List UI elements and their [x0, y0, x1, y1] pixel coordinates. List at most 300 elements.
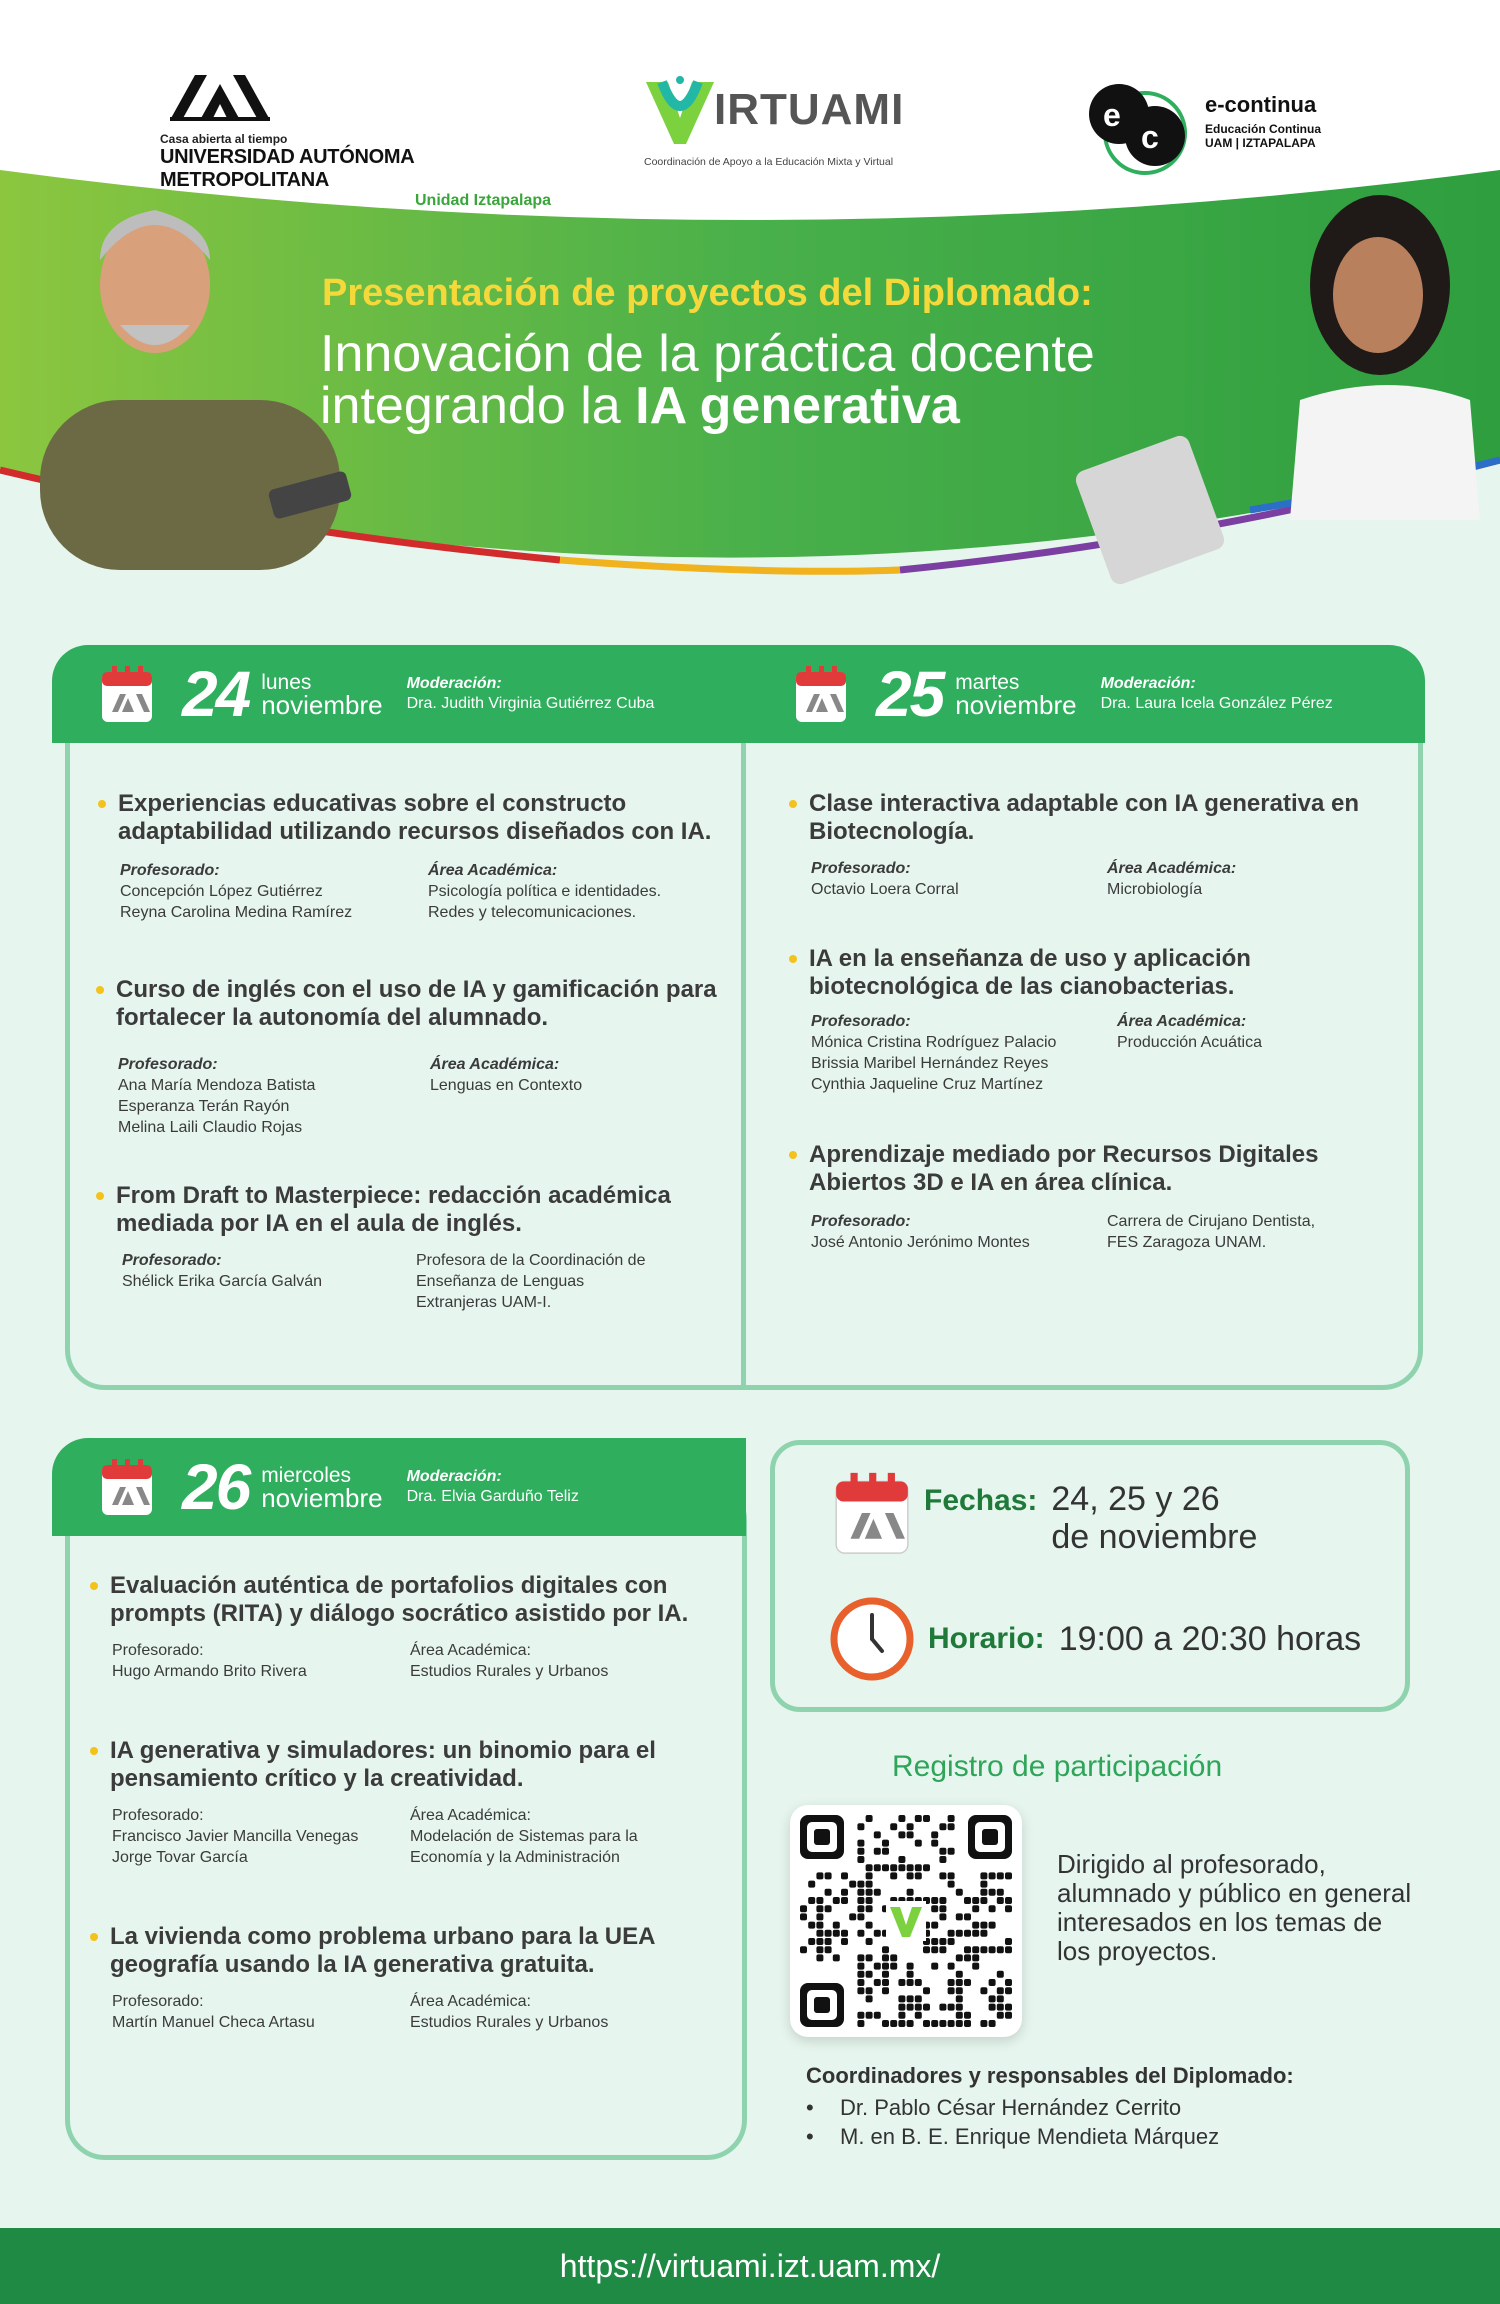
qr-module — [841, 1897, 848, 1904]
dates-row — [832, 1470, 1257, 1556]
faculty-label: Profesorado: — [112, 1993, 204, 2010]
footer-bar — [0, 2228, 1500, 2304]
area-label: Área Académica: — [1117, 1013, 1247, 1030]
qr-module — [989, 1922, 996, 1929]
qr-module — [997, 1995, 1004, 2002]
day-month: noviembre — [261, 690, 383, 720]
qr-module — [825, 1905, 832, 1912]
affiliation-line: Extranjeras UAM-I. — [416, 1294, 552, 1311]
qr-module — [882, 2020, 889, 2027]
qr-module — [816, 1938, 823, 1945]
qr-module — [857, 2020, 864, 2027]
qr-module — [808, 1922, 815, 1929]
qr-module — [857, 1889, 864, 1896]
registration-qr-code[interactable] — [790, 1805, 1022, 2037]
virtuami-v-icon — [640, 70, 720, 150]
day-header-24 — [52, 645, 742, 743]
faculty-label: Profesorado: — [112, 1807, 204, 1824]
qr-module — [857, 1930, 864, 1937]
qr-module — [964, 1979, 971, 1986]
qr-module — [816, 1954, 823, 1961]
qr-module — [882, 1954, 889, 1961]
faculty-name: Mónica Cristina Rodríguez Palacio — [811, 1034, 1057, 1051]
faculty-label: Profesorado: — [811, 1013, 911, 1030]
faculty-label: Profesorado: — [120, 862, 220, 879]
qr-module — [956, 1954, 963, 1961]
qr-module — [997, 1987, 1004, 1994]
qr-module — [841, 1938, 848, 1945]
day-number: 25 — [876, 658, 944, 730]
dates-value-line1: 24, 25 y 26 — [1051, 1480, 1220, 1518]
project-title: Clase interactiva adaptable con IA generativa en Biotecnología. — [789, 790, 1389, 846]
qr-module — [931, 1897, 938, 1904]
qr-module — [866, 1938, 873, 1945]
qr-module — [866, 1864, 873, 1871]
time-row — [830, 1597, 1361, 1681]
qr-module — [939, 1823, 946, 1830]
moderation-label: Moderación: — [406, 675, 502, 692]
qr-module — [964, 1913, 971, 1920]
qr-module — [907, 2004, 914, 2011]
qr-module — [816, 1897, 823, 1904]
qr-module — [980, 1930, 987, 1937]
qr-module — [980, 1922, 987, 1929]
faculty-name: Ana María Mendoza Batista — [118, 1077, 316, 1094]
calendar-icon — [100, 664, 154, 724]
qr-module — [964, 2012, 971, 2019]
qr-module — [972, 1897, 979, 1904]
qr-module — [882, 1840, 889, 1847]
qr-module — [972, 1946, 979, 1953]
faculty-label: Profesorado: — [122, 1252, 222, 1269]
qr-module — [939, 1897, 946, 1904]
qr-module — [890, 1823, 897, 1830]
qr-module — [956, 1979, 963, 1986]
affiliation-line: Enseñanza de Lenguas — [416, 1273, 585, 1290]
qr-module — [808, 1897, 815, 1904]
qr-module — [857, 1897, 864, 1904]
qr-module — [816, 1930, 823, 1937]
qr-module — [857, 1823, 864, 1830]
qr-module — [866, 1815, 873, 1822]
qr-module — [964, 1930, 971, 1937]
qr-module — [1005, 2004, 1012, 2011]
affiliation-line: Carrera de Cirujano Dentista, — [1107, 1213, 1316, 1230]
qr-module — [898, 1831, 905, 1838]
qr-module — [923, 1946, 930, 1953]
qr-module — [980, 1889, 987, 1896]
qr-module — [833, 1922, 840, 1929]
qr-module — [972, 1930, 979, 1937]
qr-module — [866, 2012, 873, 2019]
qr-module — [890, 1963, 897, 1970]
qr-module — [857, 1840, 864, 1847]
faculty-name: Cynthia Jaqueline Cruz Martínez — [811, 1076, 1044, 1093]
qr-module — [980, 1872, 987, 1879]
qr-module — [816, 1913, 823, 1920]
project-item — [96, 976, 726, 1138]
affiliation-line: FES Zaragoza UNAM. — [1107, 1234, 1267, 1251]
faculty-name: Martín Manuel Checa Artasu — [112, 2014, 315, 2031]
qr-module — [964, 1897, 971, 1904]
moderation-label: Moderación: — [1100, 675, 1196, 692]
calendar-icon — [100, 1457, 154, 1517]
qr-module — [816, 1905, 823, 1912]
qr-module — [907, 1995, 914, 2002]
qr-module — [866, 1881, 873, 1888]
qr-module — [948, 1987, 955, 1994]
qr-module — [997, 2004, 1004, 2011]
qr-module — [915, 1864, 922, 1871]
card-divider — [741, 740, 746, 1390]
qr-module — [1005, 1897, 1012, 1904]
time-value: 19:00 a 20:30 horas — [1058, 1620, 1362, 1658]
qr-module — [898, 2020, 905, 2027]
faculty-name: Jorge Tovar García — [112, 1849, 248, 1866]
qr-module — [816, 1946, 823, 1953]
moderator-name: Dra. Judith Virginia Gutiérrez Cuba — [406, 695, 655, 712]
banner-subtitle: Presentación de proyectos del Diplomado: — [322, 272, 1093, 314]
qr-module — [1005, 1979, 1012, 1986]
qr-module — [915, 1815, 922, 1822]
qr-module — [874, 1930, 881, 1937]
qr-module — [857, 2012, 864, 2019]
qr-module — [997, 1946, 1004, 1953]
banner-title-line2: integrando la — [320, 377, 636, 435]
calendar-icon — [794, 664, 848, 724]
qr-module — [866, 1897, 873, 1904]
day-weekday: miercoles — [261, 1464, 352, 1487]
qr-module — [898, 1856, 905, 1863]
qr-module — [939, 1913, 946, 1920]
svg-text:e: e — [1103, 97, 1121, 133]
qr-module — [857, 1848, 864, 1855]
qr-module — [898, 1864, 905, 1871]
qr-module — [1005, 1905, 1012, 1912]
qr-module — [907, 1889, 914, 1896]
qr-module — [931, 1946, 938, 1953]
qr-module — [972, 1954, 979, 1961]
qr-module — [948, 1872, 955, 1879]
qr-module — [825, 1938, 832, 1945]
faculty-label: Profesorado: — [811, 860, 911, 877]
qr-module — [1005, 1938, 1012, 1945]
qr-module — [882, 1979, 889, 1986]
qr-module — [907, 1872, 914, 1879]
qr-module — [997, 1889, 1004, 1896]
coordinators-list — [806, 2093, 1219, 2151]
registration-title[interactable]: Registro de participación — [892, 1750, 1223, 1783]
qr-module — [964, 1946, 971, 1953]
qr-module — [841, 1930, 848, 1937]
project-title: Curso de inglés con el uso de IA y gamificación para fortalecer la autonomía del alumnado. — [96, 976, 726, 1032]
qr-module — [948, 2004, 955, 2011]
qr-module — [857, 1987, 864, 1994]
qr-module — [890, 1864, 897, 1871]
area-name: Psicología política e identidades. — [428, 883, 662, 900]
qr-module — [915, 1995, 922, 2002]
project-item — [90, 1923, 730, 2033]
qr-module — [816, 1872, 823, 1879]
time-label: Horario: — [928, 1622, 1045, 1655]
calendar-icon — [832, 1470, 912, 1556]
qr-module — [882, 1946, 889, 1953]
faculty-label: Profesorado: — [118, 1056, 218, 1073]
qr-module — [907, 1823, 914, 1830]
qr-module — [989, 1979, 996, 1986]
qr-module — [825, 1946, 832, 1953]
qr-module — [808, 1881, 815, 1888]
qr-module — [997, 1872, 1004, 1879]
qr-module — [825, 1930, 832, 1937]
qr-module — [989, 1946, 996, 1953]
qr-module — [882, 1963, 889, 1970]
qr-module — [948, 1979, 955, 1986]
project-title: IA en la enseñanza de uso y aplicación biotecnológica de las cianobacterias. — [789, 945, 1389, 1001]
qr-module — [931, 1922, 938, 1929]
faculty-name: Melina Laili Claudio Rojas — [118, 1119, 303, 1136]
area-name: Lenguas en Contexto — [430, 1077, 583, 1094]
qr-module — [989, 1905, 996, 1912]
qr-module — [956, 2004, 963, 2011]
qr-module — [890, 1872, 897, 1879]
qr-module — [956, 1889, 963, 1896]
qr-module — [915, 2012, 922, 2019]
uam-name: UNIVERSIDAD AUTÓNOMA METROPOLITANA — [160, 146, 414, 191]
qr-module — [931, 1840, 938, 1847]
faculty-name: José Antonio Jerónimo Montes — [811, 1234, 1030, 1251]
qr-module — [866, 1905, 873, 1912]
faculty-name: Francisco Javier Mancilla Venegas — [112, 1828, 359, 1845]
qr-module — [857, 1913, 864, 1920]
faculty-name: Hugo Armando Brito Rivera — [112, 1663, 307, 1680]
day-number: 24 — [182, 658, 250, 730]
qr-module — [866, 1954, 873, 1961]
qr-module — [898, 2004, 905, 2011]
dates-label: Fechas: — [924, 1484, 1038, 1517]
project-item — [98, 790, 728, 923]
project-title: Evaluación auténtica de portafolios digitales con prompts (RITA) y diálogo socrático asistido por IA. — [90, 1572, 730, 1628]
qr-module — [800, 1946, 807, 1953]
svg-text:c: c — [1141, 119, 1159, 155]
qr-module — [939, 2004, 946, 2011]
day-weekday: martes — [955, 671, 1020, 694]
qr-module — [866, 1889, 873, 1896]
qr-module — [907, 1963, 914, 1970]
qr-module — [898, 1995, 905, 2002]
project-title: La vivienda como problema urbano para la UEA geografía usando la IA generativa gratuita. — [90, 1923, 730, 1979]
area-name: Producción Acuática — [1117, 1034, 1262, 1051]
virtuami-name: IRTUAMI — [714, 85, 905, 134]
qr-module — [923, 1815, 930, 1822]
moderation-label: Moderación: — [406, 1468, 502, 1485]
qr-module — [857, 1971, 864, 1978]
qr-module — [989, 2004, 996, 2011]
project-item — [96, 1182, 726, 1313]
qr-module — [907, 1971, 914, 1978]
hero-banner — [0, 150, 1500, 610]
qr-module — [964, 1954, 971, 1961]
faculty-name: Brissia Maribel Hernández Reyes — [811, 1055, 1049, 1072]
moderator-name: Dra. Elvia Garduño Teliz — [406, 1488, 579, 1505]
dates-value-line2: de noviembre — [1051, 1518, 1258, 1556]
qr-module — [898, 2012, 905, 2019]
qr-module — [939, 1946, 946, 1953]
qr-module — [882, 1864, 889, 1871]
qr-module — [939, 1905, 946, 1912]
coordinator-name: • Dr. Pablo César Hernández Cerrito — [806, 2093, 1219, 2122]
qr-module — [874, 2012, 881, 2019]
faculty-name: Esperanza Terán Rayón — [118, 1098, 290, 1115]
qr-module — [898, 1979, 905, 1986]
qr-module — [890, 1954, 897, 1961]
day-month: noviembre — [261, 1483, 383, 1513]
day-header-25 — [742, 645, 1425, 743]
uam-unit: Unidad Iztapalapa — [415, 192, 552, 209]
qr-module — [841, 1889, 848, 1896]
faculty-label: Profesorado: — [811, 1213, 911, 1230]
qr-module — [948, 1963, 955, 1970]
qr-module — [857, 1856, 864, 1863]
qr-module — [964, 2020, 971, 2027]
qr-module — [923, 2020, 930, 2027]
qr-module — [1005, 1872, 1012, 1879]
faculty-name: Octavio Loera Corral — [811, 881, 959, 898]
project-title: Experiencias educativas sobre el constructo adaptabilidad utilizando recursos diseñados con IA. — [98, 790, 728, 846]
area-label: Área Académica: — [428, 862, 558, 879]
uam-mark-icon — [165, 70, 275, 125]
qr-module — [874, 1889, 881, 1896]
qr-module — [980, 1881, 987, 1888]
coordinator-name: • M. en B. E. Enrique Mendieta Márquez — [806, 2122, 1219, 2151]
project-title: Aprendizaje mediado por Recursos Digitales Abiertos 3D e IA en área clínica. — [789, 1141, 1389, 1197]
project-title: IA generativa y simuladores: un binomio para el pensamiento crítico y la creatividad. — [90, 1737, 730, 1793]
qr-module — [866, 1872, 873, 1879]
coordinators-title: Coordinadores y responsables del Diplomado: — [806, 2063, 1294, 2088]
qr-module — [833, 1897, 840, 1904]
uam-tagline: Casa abierta al tiempo — [160, 132, 288, 146]
qr-module — [939, 1848, 946, 1855]
qr-module — [931, 1831, 938, 1838]
qr-module — [980, 1987, 987, 1994]
qr-module — [980, 1897, 987, 1904]
qr-module — [866, 1971, 873, 1978]
qr-module — [866, 1987, 873, 1994]
qr-module — [956, 1995, 963, 2002]
qr-module — [956, 2020, 963, 2027]
qr-module — [882, 1848, 889, 1855]
qr-module — [956, 1913, 963, 1920]
qr-module — [857, 1905, 864, 1912]
qr-module — [857, 1881, 864, 1888]
qr-module — [833, 1930, 840, 1937]
qr-module — [1005, 1987, 1012, 1994]
moderator-name: Dra. Laura Icela González Pérez — [1100, 695, 1333, 712]
qr-module — [939, 1938, 946, 1945]
qr-module — [915, 1979, 922, 1986]
qr-module — [890, 2020, 897, 2027]
qr-module — [841, 1872, 848, 1879]
qr-module — [939, 1872, 946, 1879]
qr-module — [816, 1922, 823, 1929]
qr-module — [907, 1864, 914, 1871]
project-item — [789, 945, 1389, 1095]
area-label: Área Académica: — [410, 1807, 531, 1824]
website-link[interactable]: https://virtuami.izt.uam.mx/ — [559, 2247, 941, 2284]
clock-icon — [830, 1597, 914, 1681]
area-name: Estudios Rurales y Urbanos — [410, 2014, 609, 2031]
qr-module — [931, 2020, 938, 2027]
area-label: Área Académica: — [410, 1642, 531, 1659]
qr-module — [907, 2020, 914, 2027]
qr-module — [948, 1815, 955, 1822]
qr-module — [866, 1995, 873, 2002]
qr-module — [882, 1971, 889, 1978]
area-name: Redes y telecomunicaciones. — [428, 904, 637, 921]
day-month: noviembre — [955, 690, 1077, 720]
qr-module — [948, 1930, 955, 1937]
qr-module — [989, 1872, 996, 1879]
qr-module — [800, 1913, 807, 1920]
qr-module — [898, 1815, 905, 1822]
qr-module — [948, 1848, 955, 1855]
audience-text: Dirigido al profesorado, alumnado y público en general interesados en los temas de los proyectos. — [1057, 1849, 1412, 1966]
qr-module — [939, 2020, 946, 2027]
area-name: Microbiología — [1107, 881, 1203, 898]
econtinua-name: e-continua — [1205, 92, 1317, 117]
banner-title-highlight: IA generativa — [635, 377, 960, 435]
qr-module — [882, 1987, 889, 1994]
qr-module — [997, 1971, 1004, 1978]
qr-module — [874, 1963, 881, 1970]
project-item — [90, 1572, 730, 1682]
qr-module — [1005, 2012, 1012, 2019]
qr-module — [808, 1938, 815, 1945]
qr-module — [948, 1938, 955, 1945]
project-item — [90, 1737, 730, 1868]
qr-module — [874, 1864, 881, 1871]
faculty-label: Profesorado: — [112, 1642, 204, 1659]
area-label: Área Académica: — [1107, 860, 1237, 877]
qr-module — [923, 1987, 930, 1994]
qr-module — [956, 1930, 963, 1937]
project-item — [789, 1141, 1389, 1253]
qr-module — [825, 1872, 832, 1879]
qr-code-icon — [790, 1805, 1022, 2037]
econtinua-line2: UAM | IZTAPALAPA — [1205, 136, 1316, 150]
qr-module — [972, 1922, 979, 1929]
qr-module — [915, 1872, 922, 1879]
qr-module — [874, 1848, 881, 1855]
qr-module — [874, 1979, 881, 1986]
qr-module — [989, 1995, 996, 2002]
qr-module — [849, 1881, 856, 1888]
qr-module — [857, 1963, 864, 1970]
day-number: 26 — [182, 1451, 250, 1523]
affiliation-line: Profesora de la Coordinación de — [416, 1252, 646, 1269]
qr-module — [1005, 1946, 1012, 1953]
area-label: Área Académica: — [430, 1056, 560, 1073]
banner-title-line1: Innovación de la práctica docente — [320, 325, 1095, 383]
qr-module — [915, 2004, 922, 2011]
banner-title — [320, 325, 1095, 435]
qr-module — [931, 1963, 938, 1970]
qr-module — [800, 1905, 807, 1912]
area-name: Estudios Rurales y Urbanos — [410, 1663, 609, 1680]
qr-module — [931, 1938, 938, 1945]
qr-module — [825, 1889, 832, 1896]
econtinua-line1: Educación Continua — [1205, 122, 1322, 136]
